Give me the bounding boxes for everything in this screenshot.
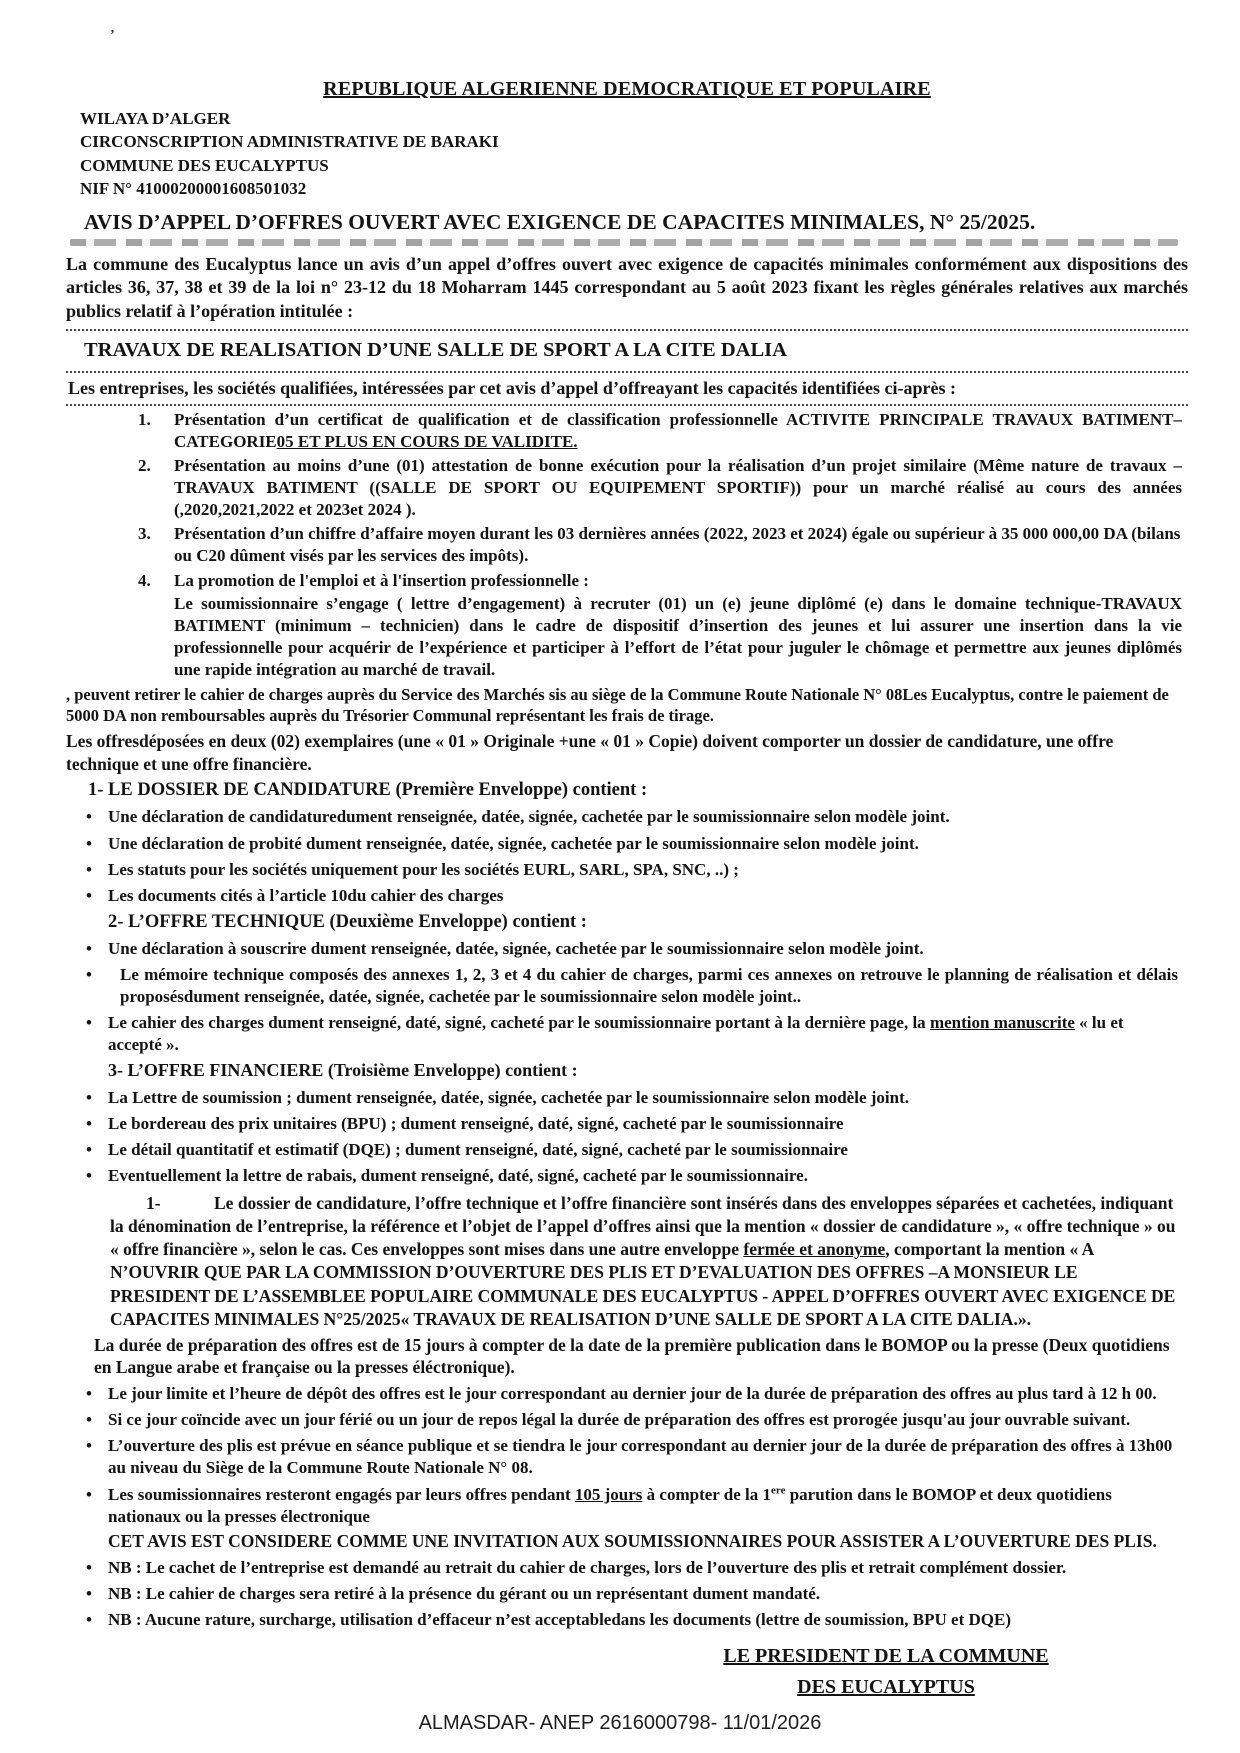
eligibility-line: Les entreprises, les sociétés qualifiées, intéressées par cet avis d’appel d’offreayant les capacités identifiées ci-après : bbox=[66, 373, 1188, 406]
list-item bbox=[80, 885, 1178, 934]
list-item-text: « lu et accepté ». bbox=[108, 1013, 1124, 1055]
list-item: • Le mémoire technique composés des annexes 1, 2, 3 et 4 du cahier de charges, parmi ces annexes on retrouve le planning de réalisation et délais proposésdument renseignée, datée, signée, cachetée par le soumissionnaire selon modèle joint.. bbox=[80, 964, 1178, 1008]
candidature-list bbox=[66, 806, 1188, 933]
list-item: • Une déclaration de probité dument renseignée, datée, signée, cachetée par le soumissionnaire selon modèle joint. bbox=[80, 833, 1178, 855]
list-item: • Le jour limite et l’heure de dépôt des offres est le jour correspondant au dernier jour de la durée de préparation des offres au plus tard à 12 h 00. bbox=[80, 1383, 1178, 1405]
list-item-text: Les documents cités à l’article 10du cahier des charges bbox=[108, 885, 504, 905]
header-wilaya: WILAYA D’ALGER bbox=[80, 109, 231, 128]
requirement-item bbox=[66, 523, 1188, 567]
note-number: 1- bbox=[146, 1193, 161, 1214]
requirement-text: Présentation au moins d’une (01) attestation de bonne exécution pour la réalisation d’un projet similaire (Même nature de travaux –TRAVAUX BATIMENT ((SALLE DE SPORT OU EQUIPEMENT SPORTIF)) pour un marché réalisé au cours des années (,2020,2021,2022 et 2023et 2024 ). bbox=[174, 456, 1182, 520]
header-circonscription: CIRCONSCRIPTION ADMINISTRATIVE DE BARAKI bbox=[80, 132, 499, 152]
republic-title: REPUBLIQUE ALGERIENNE DEMOCRATIQUE ET POPULAIRE bbox=[323, 78, 931, 100]
validity-text: à compter de la 1 bbox=[642, 1484, 772, 1504]
signature-line-2: DES EUCALYPTUS bbox=[797, 1675, 975, 1698]
closing-list bbox=[66, 1383, 1188, 1631]
signature-line-1: LE PRESIDENT DE LA COMMUNE bbox=[723, 1644, 1049, 1667]
operation-title: TRAVAUX DE REALISATION D’UNE SALLE DE SPORT A LA CITE DALIA bbox=[66, 331, 1188, 373]
validity-superscript: ere bbox=[771, 1483, 786, 1496]
scan-artifact: ’ bbox=[110, 28, 115, 43]
list-item-underlined: mention manuscrite bbox=[929, 1013, 1075, 1033]
requirement-item bbox=[66, 455, 1188, 521]
requirement-text bbox=[174, 570, 1188, 681]
list-item bbox=[80, 1012, 1178, 1083]
list-item: • Le bordereau des prix unitaires (BPU) ; dument renseigné, daté, signé, cacheté par le soumissionnaire bbox=[80, 1113, 1178, 1135]
list-item: • Si ce jour coïncide avec un jour férié ou un jour de repos légal la durée de préparation des offres est prorogée jusqu'au jour ouvrable suivant. bbox=[80, 1409, 1178, 1431]
technique-heading: 2- L’OFFRE TECHNIQUE (Deuxième Enveloppe) contient : bbox=[108, 911, 587, 932]
intro-paragraph: La commune des Eucalyptus lance un avis d’un appel d’offres ouvert avec exigence de capacités minimales conformément aux dispositions des articles 36, 37, 38 et 39 de la loi n° 23-12 du 18 Moharram 1445 correspondant au 5 août 2023 fixant les règles générales relatives aux marchés publics relatif à l’opération intitulée : bbox=[66, 253, 1188, 331]
requirement-number: 3. bbox=[138, 524, 151, 544]
list-item: • Une déclaration de candidaturedument renseignée, datée, signée, cachetée par le soumissionnaire selon modèle joint. bbox=[80, 806, 1178, 828]
requirement-body: Le soumissionnaire s’engage ( lettre d’engagement) à recruter (01) un (e) jeune diplômé (e) dans le domaine technique-TRAVAUX BATIMENT (minimum – technicien) dans le cadre de dispositif d’insertion des jeunes et lui assurer une insertion dans la vie professionnelle pour acquérir de l’expérience et participer à l’effort de l’état pour juguler le chômage et permettre aux jeunes diplômés une rapide intégration au marché de travail. bbox=[174, 593, 1182, 679]
requirement-item bbox=[66, 409, 1188, 453]
note-text: Le dossier de candidature, l’offre technique et l’offre financière sont insérés dans des enveloppes séparées et cachetées, indiquant la dénomination de l’entreprise, la référence et l’objet de l’appel d’offres ainsi que la mention « dossier de candidature », « offre technique » ou « offre financière », selon le cas. Ces enveloppes sont mises dans une autre enveloppe bbox=[110, 1193, 1176, 1260]
list-item: • L’ouverture des plis est prévue en séance publique et se tiendra le jour correspondant au dernier jour de la durée de préparation des offres à 13h00 au niveau du Siège de la Commune Route Nationale N° 08. bbox=[80, 1435, 1178, 1479]
submission-paragraph: Les offresdéposées en deux (02) exemplaires (une « 01 » Originale +une « 01 » Copie) doivent comporter un dossier de candidature, une offre technique et une offre financière. bbox=[66, 730, 1114, 774]
signature-block bbox=[666, 1641, 1106, 1703]
nb-item: • NB : Aucune rature, surcharge, utilisation d’effaceur n’est acceptabledans les documents (lettre de soumission, BPU et DQE) bbox=[80, 1609, 1178, 1631]
notice-title: AVIS D’APPEL D’OFFRES OUVERT AVEC EXIGENCE DE CAPACITES MINIMALES, N° 25/2025. bbox=[84, 209, 1036, 234]
header-commune: COMMUNE DES EUCALYPTUS bbox=[80, 155, 329, 175]
financiere-heading: 3- L’OFFRE FINANCIERE (Troisième Enveloppe) contient : bbox=[108, 1060, 578, 1081]
list-item: • Une déclaration à souscrire dument renseignée, datée, signée, cachetée par le soumissionnaire selon modèle joint. bbox=[80, 938, 1178, 960]
list-item: • Le détail quantitatif et estimatif (DQE) ; dument renseigné, daté, signé, cacheté par le soumissionnaire bbox=[80, 1139, 1178, 1161]
withdrawal-paragraph: , peuvent retirer le cahier de charges auprès du Service des Marchés sis au siège de la Commune Route Nationale N° 08Les Eucalyptus, contre le paiement de 5000 DA non remboursables auprès du Trésorier Communal représentant les frais de tirage. bbox=[66, 685, 1169, 726]
note-underlined: fermée et anonyme bbox=[743, 1239, 886, 1260]
validity-text: parution dans le BOMOP et deux quotidiens nationaux ou la presses électronique bbox=[108, 1484, 1112, 1526]
requirement-subtitle: La promotion de l'emploi et à l'insertion professionnelle : bbox=[174, 570, 589, 590]
requirement-text bbox=[174, 409, 1188, 453]
envelope-note bbox=[66, 1189, 1188, 1331]
nb-item: • NB : Le cachet de l’entreprise est demandé au retrait du cahier de charges, lors de l’ouverture des plis et retrait complément dossier. bbox=[80, 1557, 1178, 1579]
requirement-number: 1. bbox=[138, 409, 151, 429]
candidature-heading: 1- LE DOSSIER DE CANDIDATURE (Première Enveloppe) contient : bbox=[88, 780, 648, 801]
validity-text: Les soumissionnaires resteront engagés par leurs offres pendant bbox=[108, 1484, 575, 1504]
requirement-text: Présentation d’un chiffre d’affaire moyen durant les 03 dernières années (2022, 2023 et 2024) égale ou supérieur à 35 000 000,00 DA (bilans ou C20 dûment visés par les services des impôts). bbox=[174, 524, 1181, 566]
requirement-item bbox=[66, 570, 1188, 681]
list-item: • Eventuellement la lettre de rabais, dument renseigné, daté, signé, cacheté par le soumissionnaire. bbox=[80, 1165, 1178, 1187]
validity-underlined: 105 jours bbox=[574, 1484, 643, 1504]
list-item bbox=[80, 1484, 1178, 1553]
requirements-list bbox=[66, 409, 1188, 681]
requirement-number: 2. bbox=[138, 456, 151, 476]
duration-paragraph: La durée de préparation des offres est de 15 jours à compter de la date de la première publication dans le BOMOP ou la presse (Deux quotidiens en Langue arabe et française ou la presses éléctronique). bbox=[94, 1334, 1170, 1378]
scan-underline-artifact bbox=[70, 239, 1178, 246]
list-item: • Les statuts pour les sociétés uniquement pour les sociétés EURL, SARL, SPA, SNC, ..) ; bbox=[80, 859, 1178, 881]
header-nif: NIF N° 41000200001608501032 bbox=[80, 179, 307, 199]
list-item: • La Lettre de soumission ; dument renseignée, datée, signée, cachetée par le soumissionnaire selon modèle joint. bbox=[80, 1087, 1178, 1109]
list-item-text: Le cahier des charges dument renseigné, daté, signé, cacheté par le soumissionnaire portant à la dernière page, la bbox=[108, 1013, 930, 1033]
nb-item: • NB : Le cahier de charges sera retiré à la présence du gérant ou un représentant dument mandaté. bbox=[80, 1583, 1178, 1605]
requirement-text-underlined: 05 ET PLUS EN COURS DE VALIDITE. bbox=[276, 432, 578, 452]
requirement-number: 4. bbox=[138, 570, 151, 590]
note-text: , comportant la mention « A N’OUVRIR QUE PAR LA COMMISSION D’OUVERTURE DES PLIS ET D’EVALUATION DES OFFRES –A MONSIEUR LE PRESIDENT DE L’ASSEMBLEE POPULAIRE COMMUNALE DES EUCALYPTUS - APPEL D’OFFRES OUVERT AVEC EXIGENCE DE CAPACITES MINIMALES N°25/2025« TRAVAUX DE REALISATION D’UNE SALLE DE SPORT A LA CITE DALIA.». bbox=[110, 1239, 1176, 1329]
requirement-text-segment: Présentation d’un certificat de qualification et de classification professionnelle ACTIVITE PRINCIPALE TRAVAUX BATIMENT– CATEGORIE bbox=[174, 409, 1182, 452]
invitation-text: CET AVIS EST CONSIDERE COMME UNE INVITATION AUX SOUMISSIONNAIRES POUR ASSISTER A L’OUVERTURE DES PLIS. bbox=[108, 1530, 1157, 1551]
footer-line: ALMASDAR- ANEP 2616000798- 11/01/2026 bbox=[418, 1712, 822, 1734]
technique-list bbox=[66, 938, 1188, 1187]
